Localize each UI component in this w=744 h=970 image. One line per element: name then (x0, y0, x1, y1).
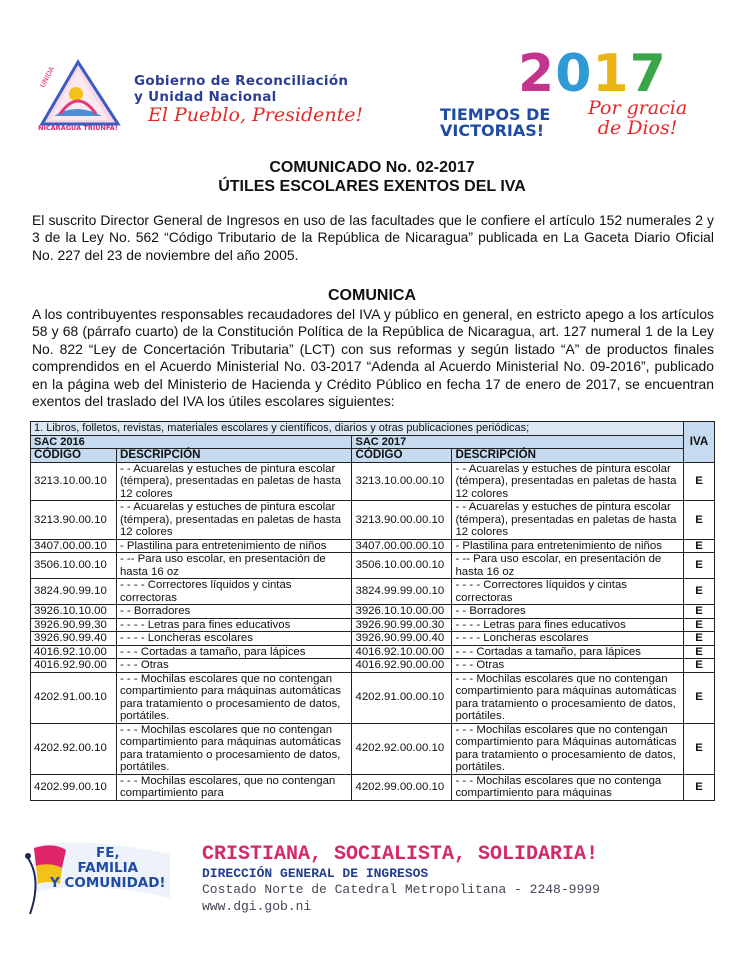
table-row (31, 553, 715, 579)
description-2016: - - - - Loncheras escolares (116, 632, 352, 646)
table-row (31, 774, 715, 800)
description-2016: - - - Mochilas escolares que no contengan compartimiento para máquinas automáticas para tratamiento o procesamiento de datos, portátiles. (116, 723, 352, 774)
iva-value: E (684, 632, 715, 646)
description-2016: - - - - Letras para fines educativos (116, 618, 352, 632)
description-2016: - -- Para uso escolar, en presentación de hasta 16 oz (116, 553, 352, 579)
dgi-name: DIRECCIÓN GENERAL DE INGRESOS (202, 866, 429, 881)
dgi-address: Costado Norte de Catedral Metropolitana - 2248-9999 (202, 882, 600, 897)
code-2017: 3824.99.99.00.10 (352, 579, 452, 605)
iva-value: E (684, 501, 715, 540)
code-2017: 3926.90.99.00.40 (352, 632, 452, 646)
code-2017: 3926.90.99.00.30 (352, 618, 452, 632)
iva-value: E (684, 645, 715, 659)
description-2016: - - - Mochilas escolares que no contengan compartimiento para máquinas automáticas para tratamiento o procesamiento de datos, portátiles. (116, 672, 352, 723)
code-2017: 4202.91.00.00.10 (352, 672, 452, 723)
tiempos-line1: TIEMPOS DE (440, 105, 551, 124)
code-2017: 3213.90.00.00.10 (352, 501, 452, 540)
description-2017: - - - Mochilas escolares que no contenga compartimiento para máquinas (452, 774, 684, 800)
description-2016: - - - - Correctores líquidos y cintas correctoras (116, 579, 352, 605)
code-2016: 4016.92.90.00 (31, 659, 117, 673)
table-row (31, 618, 715, 632)
table-row (31, 501, 715, 540)
description-2017: - - Acuarelas y estuches de pintura escolar (témpera), presentadas en paletas de hasta 12 colores (452, 462, 684, 501)
logo-text-top: UNIDA (38, 65, 57, 89)
body-paragraph: A los contribuyentes responsables recaudadores del IVA y público en general, en estricto apego a los artículos 58 y 68 (párrafo cuarto) de la Constitución Política de la República de Nicaragua, art. 127 numeral 1 de la Ley No. 822 “Ley de Concertación Tributaria” (LCT) con sus reformas y según listado “A” de productos finales comprendidos en el Acuerdo Ministerial No. 03-2017 “Adenda al Acuerdo Ministerial No. 09-2016”, publicado en la página web del Ministerio de Hacienda y Crédito Público en fecha 17 de enero de 2017, se encuentran exentos del traslado del IVA los útiles escolares siguientes: (32, 306, 714, 410)
code-2016: 3407.00.00.10 (31, 539, 117, 553)
code-2016: 3824.90.99.10 (31, 579, 117, 605)
code-2016: 3213.10.00.10 (31, 462, 117, 501)
description-2017: - - Acuarelas y estuches de pintura escolar (témpera), presentadas en paletas de hasta 12 colores (452, 501, 684, 540)
code-2017: 3213.10.00.00.10 (352, 462, 452, 501)
dgi-website-link[interactable]: www.dgi.gob.ni (202, 899, 312, 914)
description-2017: - - - - Letras para fines educativos (452, 618, 684, 632)
iva-value: E (684, 723, 715, 774)
table-row (31, 539, 715, 553)
table-row (31, 462, 715, 501)
sac-header-row (31, 435, 715, 449)
logo-text-bottom: NICARAGUA TRIUNFA! (38, 124, 118, 132)
table-row (31, 672, 715, 723)
fe-familia-comunidad (50, 846, 166, 891)
fe-line1: FE, (96, 845, 120, 861)
iva-value: E (684, 774, 715, 800)
document-title: COMUNICADO No. 02-2017 (269, 159, 475, 176)
description-2017: - -- Para uso escolar, en presentación de hasta 16 oz (452, 553, 684, 579)
description-2017: - - - Otras (452, 659, 684, 673)
description-2016: - - Acuarelas y estuches de pintura escolar (témpera), presentadas en paletas de hasta 12 colores (116, 462, 352, 501)
year-digit: 0 (555, 44, 593, 104)
code-2016: 3926.10.10.00 (31, 605, 117, 619)
code-2016: 4202.91.00.10 (31, 672, 117, 723)
iva-value: E (684, 553, 715, 579)
table-caption: 1. Libros, folletos, revistas, materiales escolares y científicos, diarios y otras publicaciones periódicas; (31, 422, 684, 436)
description-2016: - - - Mochilas escolares, que no contengan compartimiento para (116, 774, 352, 800)
code-2016: 4202.99.00.10 (31, 774, 117, 800)
iva-header: IVA (684, 422, 715, 463)
column-header-row (31, 449, 715, 463)
sac-2016-header: SAC 2016 (31, 435, 352, 449)
code-2016: 3506.10.00.10 (31, 553, 117, 579)
table-caption-row (31, 422, 715, 436)
table-row (31, 632, 715, 646)
code-2016: 3926.90.99.40 (31, 632, 117, 646)
iva-value: E (684, 659, 715, 673)
description-2016: - Plastilina para entretenimiento de niños (116, 539, 352, 553)
iva-value: E (684, 605, 715, 619)
gov-title-line2: y Unidad Nacional (134, 89, 277, 105)
code-2016: 4016.92.10.00 (31, 645, 117, 659)
code-2016: 3213.90.00.10 (31, 501, 117, 540)
description-2016: - - Acuarelas y estuches de pintura escolar (témpera), presentadas en paletas de hasta 12 colores (116, 501, 352, 540)
description-2017: - - - - Loncheras escolares (452, 632, 684, 646)
year-digit: 2 (518, 44, 556, 104)
description-2017: - - - Mochilas escolares que no contengan compartimiento para máquinas automáticas para tratamiento o procesamiento de datos, portátiles. (452, 672, 684, 723)
code-2017: 4016.92.10.00.00 (352, 645, 452, 659)
por-gracia-de-dios (588, 98, 687, 138)
fe-line3: Y COMUNIDAD! (50, 875, 166, 891)
government-logo (36, 58, 126, 130)
document-subtitle: ÚTILES ESCOLARES EXENTOS DEL IVA (218, 178, 526, 195)
code-2016: 4202.92.00.10 (31, 723, 117, 774)
table-row (31, 579, 715, 605)
description-2016: - - - Otras (116, 659, 352, 673)
code-2017: 4202.92.00.00.10 (352, 723, 452, 774)
description-2017: - - Borradores (452, 605, 684, 619)
gracia-line2: de Dios! (597, 117, 678, 139)
table-row (31, 645, 715, 659)
gov-title-line1: Gobierno de Reconciliación (134, 73, 349, 89)
table-row (31, 723, 715, 774)
tiempos-victorias (440, 107, 550, 139)
description-2017: - Plastilina para entretenimiento de niños (452, 539, 684, 553)
codigo-2017-header: CÓDIGO (352, 449, 452, 463)
description-2016: - - - Cortadas a tamaño, para lápices (116, 645, 352, 659)
description-2017: - - - - Correctores líquidos y cintas correctoras (452, 579, 684, 605)
fe-line2: FAMILIA (77, 860, 139, 876)
cristiana-socialista-slogan: CRISTIANA, SOCIALISTA, SOLIDARIA! (202, 843, 599, 866)
tiempos-line2: VICTORIAS! (440, 121, 545, 140)
iva-value: E (684, 539, 715, 553)
code-2017: 3407.00.00.00.10 (352, 539, 452, 553)
slogan-pueblo: El Pueblo, Presidente! (148, 104, 364, 126)
code-2017: 4202.99.00.00.10 (352, 774, 452, 800)
gracia-line1: Por gracia (588, 97, 688, 119)
year-2017 (518, 44, 667, 104)
year-digit: 7 (629, 44, 667, 104)
iva-value: E (684, 618, 715, 632)
description-2016: - - Borradores (116, 605, 352, 619)
intro-paragraph: El suscrito Director General de Ingresos en uso de las facultades que le confiere el artículo 152 numerales 2 y 3 de la Ley No. 562 “Código Tributario de la República de Nicaragua” publicada en La Gaceta Diario Oficial No. 227 del 23 de noviembre del año 2005. (32, 212, 714, 263)
descripcion-2017-header: DESCRIPCIÓN (452, 449, 684, 463)
year-digit: 1 (592, 44, 630, 104)
description-2017: - - - Mochilas escolares que no contengan compartimiento para Máquinas automáticas para tratamiento o procesamiento de datos, portátiles. (452, 723, 684, 774)
table-row (31, 605, 715, 619)
code-2016: 3926.90.99.30 (31, 618, 117, 632)
exempt-items-table (30, 421, 715, 801)
iva-value: E (684, 462, 715, 501)
sac-2017-header: SAC 2017 (352, 435, 684, 449)
descripcion-2016-header: DESCRIPCIÓN (116, 449, 352, 463)
iva-value: E (684, 672, 715, 723)
code-2017: 3926.10.10.00.00 (352, 605, 452, 619)
description-2017: - - - Cortadas a tamaño, para lápices (452, 645, 684, 659)
code-2017: 3506.10.00.00.10 (352, 553, 452, 579)
codigo-2016-header: CÓDIGO (31, 449, 117, 463)
table-row (31, 659, 715, 673)
comunica-heading: COMUNICA (328, 287, 416, 304)
code-2017: 4016.92.90.00.00 (352, 659, 452, 673)
iva-value: E (684, 579, 715, 605)
